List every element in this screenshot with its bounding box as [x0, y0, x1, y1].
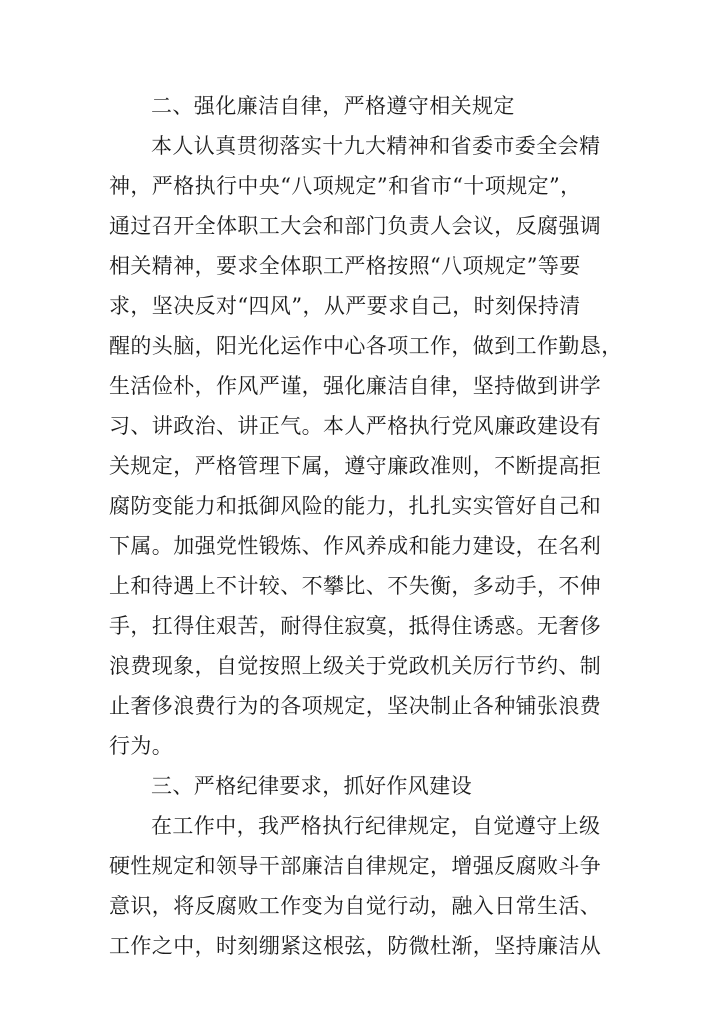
paragraph-line: 在工作中，我严格执行纪律规定，自觉遵守上级 [151, 814, 601, 838]
paragraph-line: 通过召开全体职工大会和部门负责人会议，反腐强调 [109, 214, 602, 238]
paragraph-line: 习、讲政治、讲正气。本人严格执行党风廉政建设有 [109, 414, 602, 438]
paragraph-line: 行为。 [109, 734, 174, 758]
paragraph-line: 关规定，严格管理下属，遵守廉政准则，不断提高拒 [109, 454, 602, 478]
paragraph-line: 上和待遇上不计较、不攀比、不失衡，多动手，不伸 [109, 574, 602, 598]
paragraph-line: 神，严格执行中央“八项规定”和省市“十项规定”， [109, 174, 582, 198]
paragraph-line: 意识，将反腐败工作变为自觉行动，融入日常生活、 [109, 894, 602, 918]
document-page [109, 86, 623, 966]
paragraph-line: 工作之中，时刻绷紧这根弦，防微杜渐，坚持廉洁从 [109, 934, 602, 958]
paragraph-line: 硬性规定和领导干部廉洁自律规定，增强反腐败斗争 [109, 854, 602, 878]
paragraph-line: 本人认真贯彻落实十九大精神和省委市委全会精 [151, 134, 601, 158]
paragraph-line: 求，坚决反对“四风”，从严要求自己，时刻保持清 [109, 294, 581, 318]
paragraph-line: 相关精神，要求全体职工严格按照“八项规定”等要 [109, 254, 581, 278]
paragraph-line: 下属。加强党性锻炼、作风养成和能力建设，在名利 [109, 534, 602, 558]
paragraph-line: 醒的头脑，阳光化运作中心各项工作，做到工作勤恳， [109, 334, 623, 358]
paragraph-line: 腐防变能力和抵御风险的能力，扎扎实实管好自己和 [109, 494, 602, 518]
paragraph-line: 浪费现象，自觉按照上级关于党政机关厉行节约、制 [109, 654, 602, 678]
paragraph-line: 手，扛得住艰苦，耐得住寂寞，抵得住诱惑。无奢侈 [109, 614, 602, 638]
paragraph-line: 生活俭朴，作风严谨，强化廉洁自律，坚持做到讲学 [109, 374, 602, 398]
section-heading: 三、严格纪律要求，抓好作风建设 [151, 774, 472, 798]
paragraph-line: 止奢侈浪费行为的各项规定，坚决制止各种铺张浪费 [109, 694, 602, 718]
section-heading: 二、强化廉洁自律，严格遵守相关规定 [151, 94, 515, 118]
